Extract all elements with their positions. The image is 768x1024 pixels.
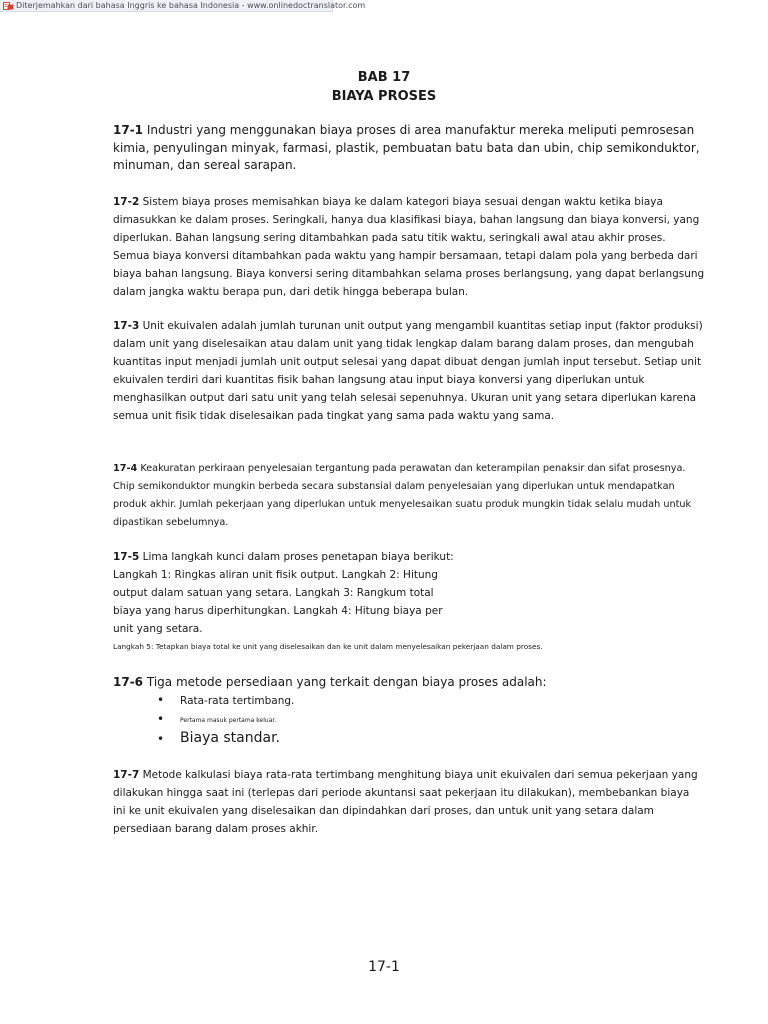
paragraph-17-2 — [113, 193, 705, 301]
bullet-marker: • — [157, 712, 165, 726]
translator-banner-text[interactable]: Diterjemahkan dari bahasa Inggris ke bahasa Indonesia - www.onlinedoctranslator.com — [16, 1, 366, 10]
step-line: unit yang setara. — [113, 623, 203, 635]
paragraph-text: Metode kalkulasi biaya rata-rata tertimbang menghitung biaya unit ekuivalen dari semua pekerjaan yang dilakukan hingga saat ini (terlepas dari periode akuntansi saat pekerjaan itu dilakukan), membebankan biaya ini ke unit ekuivalen yang diselesaikan dan dipindahkan dari proses, dan untuk unit yang setara dalam persediaan barang dalam proses akhir. — [113, 769, 698, 835]
paragraph-text: Sistem biaya proses memisahkan biaya ke dalam kategori biaya sesuai dengan waktu ketika biaya dimasukkan ke dalam proses. Seringkali, hanya dua klasifikasi biaya, bahan langsung dan biaya konversi, yang diperlukan. Bahan langsung sering ditambahkan pada satu titik waktu, seringkali awal atau akhir proses. Semua biaya konversi ditambahkan pada waktu yang hampir bersamaan, tetapi dalam pola yang berbeda dari biaya bahan langsung. Biaya konversi sering ditambahkan selama proses berlangsung, yang dapat berlangsung dalam jangka waktu berapa pun, dari detik hingga beberapa bulan. — [113, 196, 705, 298]
paragraph-text: Industri yang menggunakan biaya proses di area manufaktur mereka meliputi pemrosesan kimia, penyulingan minyak, farmasi, plastik, pembuatan batu bata dan ubin, chip semikonduktor, minuman, dan sereal sarapan. — [113, 123, 700, 172]
page-number: 17-1 — [368, 959, 400, 975]
paragraph-17-7 — [113, 766, 705, 838]
step-line: Langkah 1: Ringkas aliran unit fisik output. Langkah 2: Hitung — [113, 569, 438, 581]
paragraph-number: 17-7 — [113, 769, 140, 781]
paragraph-17-1 — [113, 122, 705, 175]
paragraph-number: 17-6 — [113, 675, 144, 689]
bullet-marker: • — [157, 732, 165, 746]
paragraph-17-3 — [113, 317, 705, 425]
translator-banner[interactable] — [0, 0, 366, 12]
list-item: Rata-rata tertimbang. — [180, 695, 295, 707]
paragraph-number: 17-4 — [113, 463, 138, 474]
translator-logo-icon — [3, 2, 14, 10]
step-5-line: Langkah 5: Tetapkan biaya total ke unit yang diselesaikan dan ke unit dalam menyelesaikan pekerjaan dalam proses. — [113, 642, 543, 651]
list-item: Pertama masuk pertama keluar. — [180, 717, 277, 724]
step-line: output dalam satuan yang setara. Langkah 3: Rangkum total — [113, 587, 434, 599]
paragraph-number: 17-3 — [113, 320, 140, 332]
chapter-number: BAB 17 — [357, 70, 411, 85]
paragraph-17-4 — [113, 460, 705, 532]
paragraph-number: 17-1 — [113, 123, 144, 137]
paragraph-text: Keakuratan perkiraan penyelesaian tergantung pada perawatan dan keterampilan penaksir dan sifat prosesnya. Chip semikonduktor mungkin berbeda secara substansial dalam penyelesaian yang diperlukan untuk mendapatkan produk akhir. Jumlah pekerjaan yang diperlukan untuk menyelesaikan suatu produk mungkin tidak selalu mudah untuk dipastikan sebelumnya. — [113, 463, 692, 528]
paragraph-17-6 — [113, 674, 705, 691]
paragraph-text: Lima langkah kunci dalam proses penetapan biaya berikut: — [142, 551, 454, 563]
bullet-marker: • — [157, 693, 165, 707]
list-item: Biaya standar. — [180, 730, 281, 746]
paragraph-17-5 — [113, 548, 473, 566]
chapter-title: BIAYA PROSES — [331, 89, 437, 104]
step-line: biaya yang harus diperhitungkan. Langkah 4: Hitung biaya per — [113, 605, 443, 617]
paragraph-number: 17-5 — [113, 551, 140, 563]
paragraph-text: Tiga metode persediaan yang terkait dengan biaya proses adalah: — [146, 675, 547, 689]
paragraph-text: Unit ekuivalen adalah jumlah turunan unit output yang mengambil kuantitas setiap input (faktor produksi) dalam unit yang diselesaikan atau dalam unit yang tidak lengkap dalam barang dalam proses, dan mengubah kuantitas input menjadi jumlah unit output selesai yang dapat dibuat dengan jumlah input tersebut. Setiap unit ekuivalen terdiri dari kuantitas fisik bahan langsung atau input biaya konversi yang diperlukan untuk menghasilkan output dari satu unit yang telah selesai sepenuhnya. Ukuran unit yang setara diperlukan karena semua unit fisik tidak diselesaikan pada tingkat yang sama pada waktu yang sama. — [113, 320, 703, 422]
paragraph-number: 17-2 — [113, 196, 140, 208]
